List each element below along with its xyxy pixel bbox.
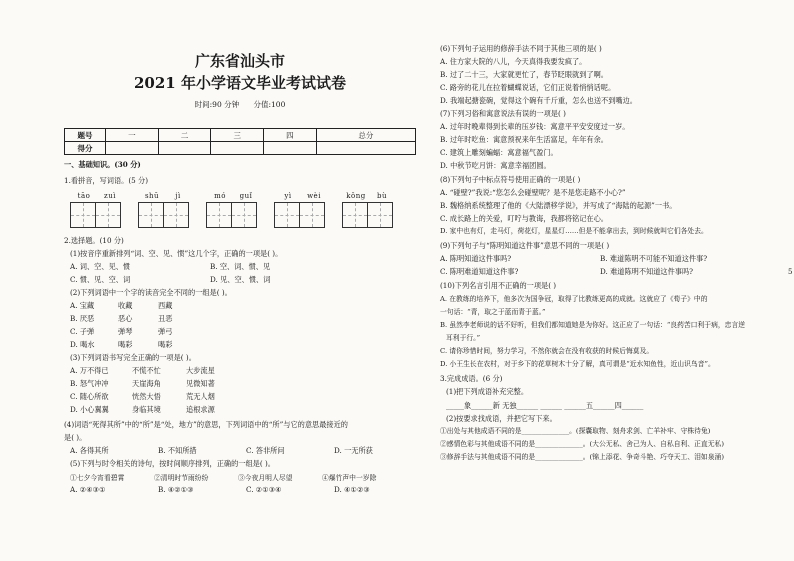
score-cell: 得分 — [65, 142, 106, 155]
score-cell: 三 — [211, 129, 264, 142]
option[interactable]: D. ④①②③ — [334, 485, 370, 494]
option[interactable]: A. ②④③① — [70, 485, 106, 494]
poem-item: ③今夜月明人尽望 — [238, 474, 293, 482]
idiom-item[interactable]: ③修辞手法与其他成语不同的是______________。(锦上添花、争奇斗艳、巧夺天工、泪如泉涌) — [440, 453, 724, 461]
score-cell: 题号 — [65, 129, 106, 142]
pinyin-text: shū — [144, 192, 160, 200]
option[interactable]: C. 成长路上的关爱，叮咛与教诲，我都将铭记在心。 — [440, 214, 608, 223]
question-2-3: (3)下列词语书写完全正确的一项是( )。 — [70, 353, 196, 362]
question-3-1: (1)把下列成语补充完整。 — [446, 387, 529, 396]
writing-box[interactable] — [299, 202, 325, 228]
option[interactable]: B. 过了二十三，大家就更忙了，春节眨眼就到了啊。 — [440, 70, 608, 79]
writing-box[interactable] — [163, 202, 189, 228]
option-word: 天崖海角 — [132, 379, 161, 388]
score-cell: 四 — [264, 129, 317, 142]
option[interactable]: A. 各得其所 — [70, 446, 109, 455]
option[interactable]: C. 答非所问 — [246, 446, 285, 455]
option[interactable]: B. 不知所措 — [158, 446, 197, 455]
score-blank[interactable] — [158, 142, 211, 155]
question-3: 3.完成成语。(6 分) — [440, 374, 503, 383]
idiom-blanks[interactable]: _____象______新 无独______ ______ ______五______四______ — [446, 401, 644, 410]
option[interactable]: A. 住方家大院的八儿，今天真得我要发疯了。 — [440, 57, 587, 66]
options-row — [70, 392, 215, 402]
option-word: 恍然大悟 — [132, 392, 161, 401]
pinyin-group — [70, 192, 124, 228]
pinyin-text: bù — [377, 192, 387, 200]
pinyin-text: wèi — [307, 192, 321, 200]
option-cont: 耳利于行。” — [446, 334, 481, 342]
option[interactable]: C. 路旁的花儿在拉着蝴蝶说话，它们正说着悄悄话呢。 — [440, 83, 616, 92]
pinyin-group — [138, 192, 192, 228]
question-2: 2.选择题。(10 分) — [64, 236, 124, 245]
option[interactable]: A. 万不得已 — [70, 366, 109, 375]
option[interactable]: A. 过年时晚辈得到长辈的压岁钱：寓意平平安安度过一岁。 — [440, 122, 630, 131]
pinyin-text: zuì — [104, 192, 116, 200]
option-word: 丑恶 — [158, 314, 173, 323]
option[interactable]: D. 见、空、惯、词 — [210, 275, 271, 284]
option[interactable]: D. 喝水 — [70, 340, 95, 349]
options-row — [70, 340, 172, 350]
option[interactable]: D. 小王生长在农村，对于乡下的花草树木十分了解，真可谓是“近水知鱼性，近山识鸟音”。 — [440, 360, 715, 368]
score-blank[interactable] — [211, 142, 264, 155]
option[interactable]: C. ②①③④ — [246, 485, 282, 494]
option[interactable]: C. 陈明难道知道这件事? — [440, 267, 519, 276]
option-word: 弹琴 — [118, 327, 133, 336]
score-cell: 一 — [106, 129, 159, 142]
option[interactable]: B. 空、词、惯、见 — [210, 262, 271, 271]
options-row — [440, 267, 693, 277]
option-word: 大步流星 — [186, 366, 215, 375]
writing-box[interactable] — [138, 202, 164, 228]
option-word: 弹弓 — [158, 327, 173, 336]
pinyin-text: yì — [284, 192, 292, 200]
option[interactable]: B. 难道陈明不可能不知道这件事? — [600, 254, 708, 263]
options-row — [70, 366, 215, 376]
section-heading: 一、基础知识。(30 分) — [64, 160, 141, 169]
question-2-4-cont: 是( )。 — [64, 433, 87, 442]
pinyin-text: guǐ — [239, 192, 253, 200]
exam-meta — [64, 99, 416, 110]
option-word: 见微知著 — [186, 379, 215, 388]
score-table — [64, 128, 416, 155]
option[interactable]: D. 我端起搪瓷碗，觉得这个碗有千斤重，怎么也送不到嘴边。 — [440, 96, 637, 105]
option[interactable]: D. 难道陈明不知道这件事吗? — [600, 267, 693, 276]
option[interactable]: C. 请你珍惜时间，努力学习，不然你就会在没有收获的时候后悔莫及。 — [440, 347, 654, 355]
options-row — [70, 301, 172, 311]
score-label: 分值:100 — [253, 100, 286, 109]
question-2-9: (9)下列句子与“陈明知道这件事”意思不同的一项是( ) — [440, 241, 610, 250]
option-word: 追根求源 — [186, 405, 215, 414]
option[interactable]: D. 家中也有灯，走马灯，荷花灯，星星灯……但是不能拿出去，到时候就叫它们各处去。 — [440, 227, 708, 235]
pinyin-text: jì — [175, 192, 181, 200]
option[interactable]: C. 子弹 — [70, 327, 95, 336]
writing-box[interactable] — [95, 202, 121, 228]
pinyin-grid — [70, 192, 416, 230]
writing-box[interactable] — [342, 202, 368, 228]
score-cell: 二 — [158, 129, 211, 142]
title-region: 广东省汕头市 — [194, 52, 285, 70]
question-2-6: (6)下列句子运用的修辞手法不同于其他三项的是( ) — [440, 44, 602, 53]
poem-items — [70, 472, 376, 482]
option[interactable]: A. 宝藏 — [70, 301, 95, 310]
idiom-item[interactable]: ①出处与其他成语不同的是______________。(探囊取物、刻舟求剑、亡羊补牢、守株待兔) — [440, 427, 711, 435]
option-word: 收藏 — [118, 301, 133, 310]
option-word: 恶心 — [118, 314, 133, 323]
options-row — [70, 275, 270, 285]
pinyin-group — [206, 192, 260, 228]
question-2-7: (7)下列习俗和寓意说法有误的一项是( ) — [440, 109, 566, 118]
option[interactable]: B. 虽然李老师说的话不好听，但我们都知道她是为你好。这正应了一句话：“良药苦口利于病，忠言逆 — [440, 321, 746, 329]
option[interactable]: B. ④②①③ — [158, 485, 194, 494]
question-text: 下列名言引用不正确的一项是( ) — [454, 281, 557, 290]
pinyin-group — [274, 192, 328, 228]
option[interactable]: C. 随心所欲 — [70, 392, 109, 401]
options-row — [440, 254, 707, 264]
option[interactable]: B. 魏格纳系统整理了他的《大陆漂移学说》，并写成了“海陆的起源”一书。 — [440, 201, 677, 210]
options-row — [70, 379, 215, 389]
option[interactable]: B. 厌恶 — [70, 314, 95, 323]
poem-item: ②清明时节雨纷纷 — [154, 474, 209, 482]
option[interactable]: C. 建筑上雕刻蝙蝠：寓意福气盈门。 — [440, 148, 558, 157]
options-row — [70, 327, 172, 337]
writing-box[interactable] — [70, 202, 96, 228]
option-word: 身临其境 — [132, 405, 161, 414]
score-blank[interactable] — [264, 142, 317, 155]
option[interactable]: D. 一无所获 — [334, 446, 373, 455]
option[interactable]: D. 中秋节吃月饼：寓意幸福团圆。 — [440, 161, 551, 170]
option-cont: 一句话：“青，取之于蓝而青于蓝。” — [440, 308, 546, 316]
pinyin-group — [342, 192, 396, 228]
writing-box[interactable] — [367, 202, 393, 228]
options-row — [70, 446, 373, 456]
score-input-row — [65, 142, 416, 155]
option[interactable]: A. 在教练的培养下，他多次为国争冠，取得了比教练更高的成就。这就应了《荀子》中的 — [440, 295, 708, 303]
option[interactable]: C. 惯、见、空、词 — [70, 275, 131, 284]
page-title: 2021 年小学语文毕业考试试卷 — [134, 74, 346, 92]
option[interactable]: D. 小心翼翼 — [70, 405, 109, 414]
writing-box[interactable] — [274, 202, 300, 228]
option-word: 不慌不忙 — [132, 366, 161, 375]
score-cell: 总分 — [316, 129, 415, 142]
question-2-2: (2)下列词语中一个字的读音完全不同的一组是( )。 — [70, 288, 232, 297]
score-blank[interactable] — [316, 142, 415, 155]
question-2-5: (5)下列与时令相关的诗句，按时间顺序排列，正确的一组是( )。 — [70, 459, 275, 468]
question-3-2: (2)按要求找成语，并把它写下来。 — [446, 414, 557, 423]
question-2-4: (4)词语“死得其所”中的“所”是“处，地方”的意思，下列词语中的“所”与它的意思最接近的 — [64, 420, 348, 429]
score-header-row — [65, 129, 416, 142]
pinyin-text: kǒng — [346, 192, 366, 200]
option-word: 喝彩 — [118, 340, 133, 349]
question-2-10: (10)下列名言引用不正确的一项是( ) — [440, 281, 557, 290]
option-word: 荒无人烟 — [186, 392, 215, 401]
option-word: 西藏 — [158, 301, 173, 310]
score-blank[interactable] — [106, 142, 159, 155]
option[interactable]: B. 怒气冲冲 — [70, 379, 109, 388]
writing-box[interactable] — [231, 202, 257, 228]
idiom-item[interactable]: ②感情色彩与其他成语不同的是______________。(大公无私、舍己为人、自私自利、正直无私) — [440, 440, 724, 448]
question-1: 1.看拼音，写词语。(5 分) — [64, 176, 149, 185]
options-row — [70, 262, 270, 272]
pinyin-text: mó — [214, 192, 226, 200]
question-2-8: (8)下列句子中标点符号使用正确的一项是( ) — [440, 175, 581, 184]
pinyin-text: tāo — [77, 192, 91, 200]
question-2-1: (1)按音序重新排列“词、空、见、惯”这几个字，正确的一项是( )。 — [70, 249, 283, 258]
page-number: 5 — [788, 268, 793, 276]
writing-box[interactable] — [206, 202, 232, 228]
option[interactable]: A. 词、空、见、惯 — [70, 262, 131, 271]
option[interactable]: A. “碰壁?”我说:“您怎么会碰壁呢？是不是您走路不小心?” — [440, 188, 626, 197]
options-row — [70, 485, 370, 494]
option[interactable]: A. 陈明知道这件事吗? — [440, 254, 512, 263]
time-label: 时间:90 分钟 — [194, 100, 240, 109]
poem-item: ①七夕今宵看碧霄 — [70, 474, 125, 482]
options-row — [70, 314, 172, 324]
poem-item: ④爆竹声中一岁除 — [322, 474, 377, 482]
option-word: 喝彩 — [158, 340, 173, 349]
options-row — [70, 405, 215, 415]
option[interactable]: B. 过年时吃鱼：寓意预祝来年生活富足，年年有余。 — [440, 135, 608, 144]
